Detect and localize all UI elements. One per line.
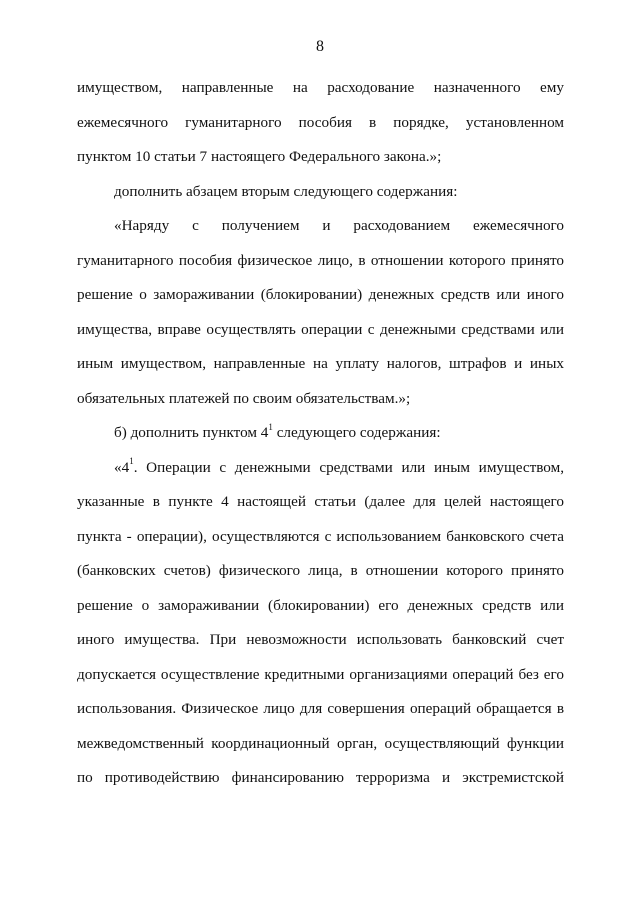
text-line: решение о замораживании (блокировании) его денежных средств или xyxy=(77,596,564,614)
clause-text-start: . Операции с денежными средствами или иным имуществом, xyxy=(133,458,564,476)
text-line: пункта - операции), осуществляются с использованием банковского счета xyxy=(77,527,564,545)
text-line: по противодействию финансированию терроризма и экстремистской xyxy=(77,769,564,786)
page-number: 8 xyxy=(316,38,324,55)
document-body xyxy=(77,71,564,796)
text-line xyxy=(77,451,564,486)
superscript-1: 1 xyxy=(268,421,273,432)
text-line: пунктом 10 статьи 7 настоящего Федерального закона.»; xyxy=(77,148,442,165)
amendment-heading-suffix: следующего содержания: xyxy=(272,424,441,441)
amendment-heading-prefix: б) дополнить пунктом 4 xyxy=(114,424,269,441)
text-line: гуманитарного пособия физическое лицо, в отношении которого принято xyxy=(77,251,564,269)
text-line: ежемесячного гуманитарного пособия в порядке, установленном xyxy=(77,113,564,131)
text-line: имущества, вправе осуществлять операции с денежными средствами или xyxy=(77,320,564,338)
text-line: межведомственный координационный орган, осуществляющий функции xyxy=(77,734,564,752)
text-line: дополнить абзацем вторым следующего содержания: xyxy=(114,182,458,200)
text-line: имуществом, направленные на расходование назначенного ему xyxy=(77,79,564,96)
text-line: допускается осуществление кредитными организациями операций без его xyxy=(77,665,564,683)
text-line: указанные в пункте 4 настоящей статьи (далее для целей настоящего xyxy=(77,493,564,510)
clause-number: «4 xyxy=(114,458,130,476)
text-line: (банковских счетов) физического лица, в отношении которого принято xyxy=(77,562,564,579)
text-line: иного имущества. При невозможности использовать банковский счет xyxy=(77,631,564,648)
text-line: решение о замораживании (блокировании) денежных средств или иного xyxy=(77,286,564,303)
text-line: «Наряду с получением и расходованием ежемесячного xyxy=(114,217,564,234)
text-line: использования. Физическое лицо для совершения операций обращается в xyxy=(77,700,564,717)
amendment-heading xyxy=(77,416,564,451)
text-line: иным имуществом, направленные на уплату налогов, штрафов и иных xyxy=(77,355,564,372)
superscript-1: 1 xyxy=(129,456,134,467)
text-line: обязательных платежей по своим обязательствам.»; xyxy=(77,389,411,407)
